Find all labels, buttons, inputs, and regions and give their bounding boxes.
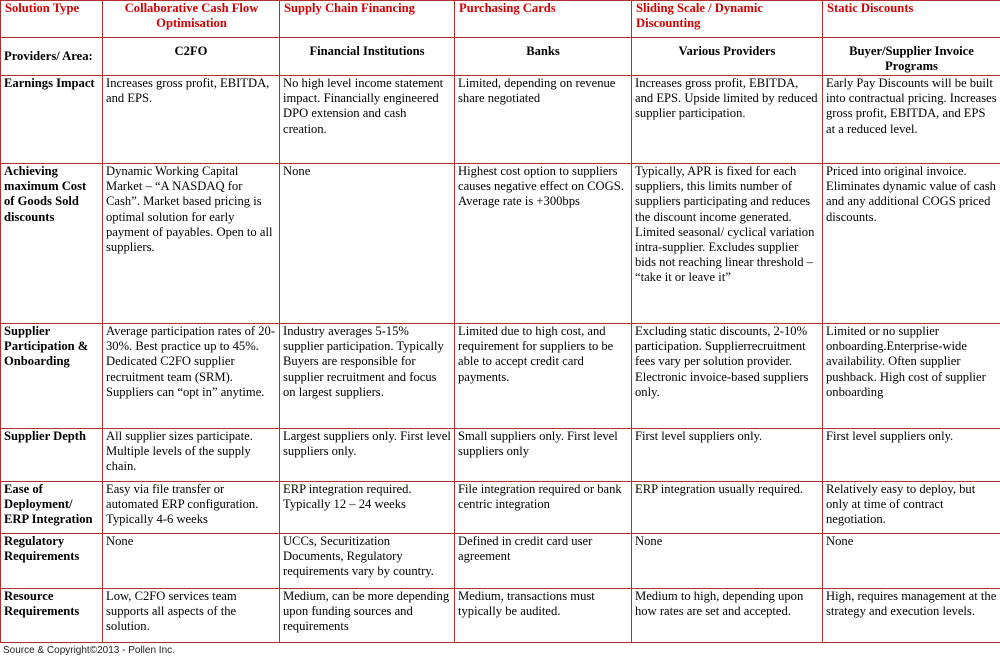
row-label-supplier-participation: Supplier Participation & Onboarding (1, 324, 103, 429)
table-row (1, 429, 1000, 482)
header-supply-chain-financing: Supply Chain Financing (280, 1, 455, 38)
table-cell: No high level income statement impact. Financially engineered DPO extension and cash creation. (280, 76, 455, 164)
header-row (1, 1, 1000, 38)
table-cell: Average participation rates of 20-30%. Best practice up to 45%. Dedicated C2FO supplier recruitment team (SRM). Suppliers can “opt in” anytime. (103, 324, 280, 429)
table-cell: Limited due to high cost, and requirement for suppliers to be able to accept credit card payments. (455, 324, 632, 429)
table-cell: Increases gross profit, EBITDA, and EPS. (103, 76, 280, 164)
provider-various: Various Providers (632, 38, 823, 76)
table-row (1, 324, 1000, 429)
table-cell: Typically, APR is fixed for each suppliers, this limits number of suppliers participating and reduces the discount income generated. Limited seasonal/ cyclical variation intra-supplier. Excludes supplier bids not reaching linear threshold – “take it or leave it” (632, 164, 823, 324)
table-cell: All supplier sizes participate. Multiple levels of the supply chain. (103, 429, 280, 482)
table-row (1, 164, 1000, 324)
row-label-achieving-cogs-discounts: Achieving maximum Cost of Goods Sold discounts (1, 164, 103, 324)
providers-row (1, 38, 1000, 76)
row-label-earnings-impact: Earnings Impact (1, 76, 103, 164)
header-static-discounts: Static Discounts (823, 1, 1000, 38)
table-cell: None (280, 164, 455, 324)
provider-buyer-supplier: Buyer/Supplier Invoice Programs (823, 38, 1000, 76)
header-sliding-scale: Sliding Scale / Dynamic Discounting (632, 1, 823, 38)
provider-c2fo: C2FO (103, 38, 280, 76)
row-label-regulatory-requirements: Regulatory Requirements (1, 534, 103, 589)
table-cell: ERP integration usually required. (632, 482, 823, 534)
table-cell: UCCs, Securitization Documents, Regulatory requirements vary by country. (280, 534, 455, 589)
table-cell: Industry averages 5-15% supplier participation. Typically Buyers are responsible for supplier recruitment and focus on largest suppliers. (280, 324, 455, 429)
table-cell: Early Pay Discounts will be built into contractual pricing. Increases gross profit, EBITDA, and EPS at a reduced level. (823, 76, 1000, 164)
table-row (1, 534, 1000, 589)
table-cell: Small suppliers only. First level suppliers only (455, 429, 632, 482)
table-cell: Low, C2FO services team supports all aspects of the solution. (103, 589, 280, 643)
source-footer: Source & Copyright©2013 - Pollen Inc. (3, 645, 175, 656)
row-label-ease-of-deployment: Ease of Deployment/ ERP Integration (1, 482, 103, 534)
table-cell: Limited or no supplier onboarding.Enterprise-wide availability. Often supplier pushback. High cost of supplier onboarding (823, 324, 1000, 429)
table-cell: First level suppliers only. (632, 429, 823, 482)
table-cell: Medium to high, depending upon how rates are set and accepted. (632, 589, 823, 643)
table-cell: File integration required or bank centric integration (455, 482, 632, 534)
table-cell: Highest cost option to suppliers causes negative effect on COGS. Average rate is +300bps (455, 164, 632, 324)
table-cell: Medium, can be more depending upon funding sources and requirements (280, 589, 455, 643)
table-cell: None (823, 534, 1000, 589)
header-purchasing-cards: Purchasing Cards (455, 1, 632, 38)
provider-banks: Banks (455, 38, 632, 76)
table-cell: Largest suppliers only. First level suppliers only. (280, 429, 455, 482)
table-cell: None (103, 534, 280, 589)
table-cell: First level suppliers only. (823, 429, 1000, 482)
row-label-resource-requirements: Resource Requirements (1, 589, 103, 643)
table-cell: Defined in credit card user agreement (455, 534, 632, 589)
header-solution-type: Solution Type (1, 1, 103, 38)
providers-label: Providers/ Area: (1, 38, 103, 76)
table-cell: Limited, depending on revenue share negotiated (455, 76, 632, 164)
header-collaborative-cash-flow: Collaborative Cash Flow Optimisation (103, 1, 280, 38)
table-cell: Excluding static discounts, 2-10% participation. Supplierrecruitment fees vary per solution provider. Electronic invoice-based suppliers only. (632, 324, 823, 429)
table-cell: Easy via file transfer or automated ERP configuration. Typically 4-6 weeks (103, 482, 280, 534)
provider-financial-institutions: Financial Institutions (280, 38, 455, 76)
table-row (1, 76, 1000, 164)
table-cell: Priced into original invoice. Eliminates dynamic value of cash and any additional COGS priced discounts. (823, 164, 1000, 324)
table-row (1, 482, 1000, 534)
table-cell: Relatively easy to deploy, but only at time of contract negotiation. (823, 482, 1000, 534)
table-cell: None (632, 534, 823, 589)
table-cell: Dynamic Working Capital Market – “A NASDAQ for Cash”. Market based pricing is optimal solution for early payment of payables. Open to all suppliers. (103, 164, 280, 324)
table-cell: Medium, transactions must typically be audited. (455, 589, 632, 643)
table-cell: ERP integration required. Typically 12 – 24 weeks (280, 482, 455, 534)
table-cell: Increases gross profit, EBITDA, and EPS. Upside limited by reduced supplier participation. (632, 76, 823, 164)
row-label-supplier-depth: Supplier Depth (1, 429, 103, 482)
table-cell: High, requires management at the strategy and execution levels. (823, 589, 1000, 643)
table-row (1, 589, 1000, 643)
